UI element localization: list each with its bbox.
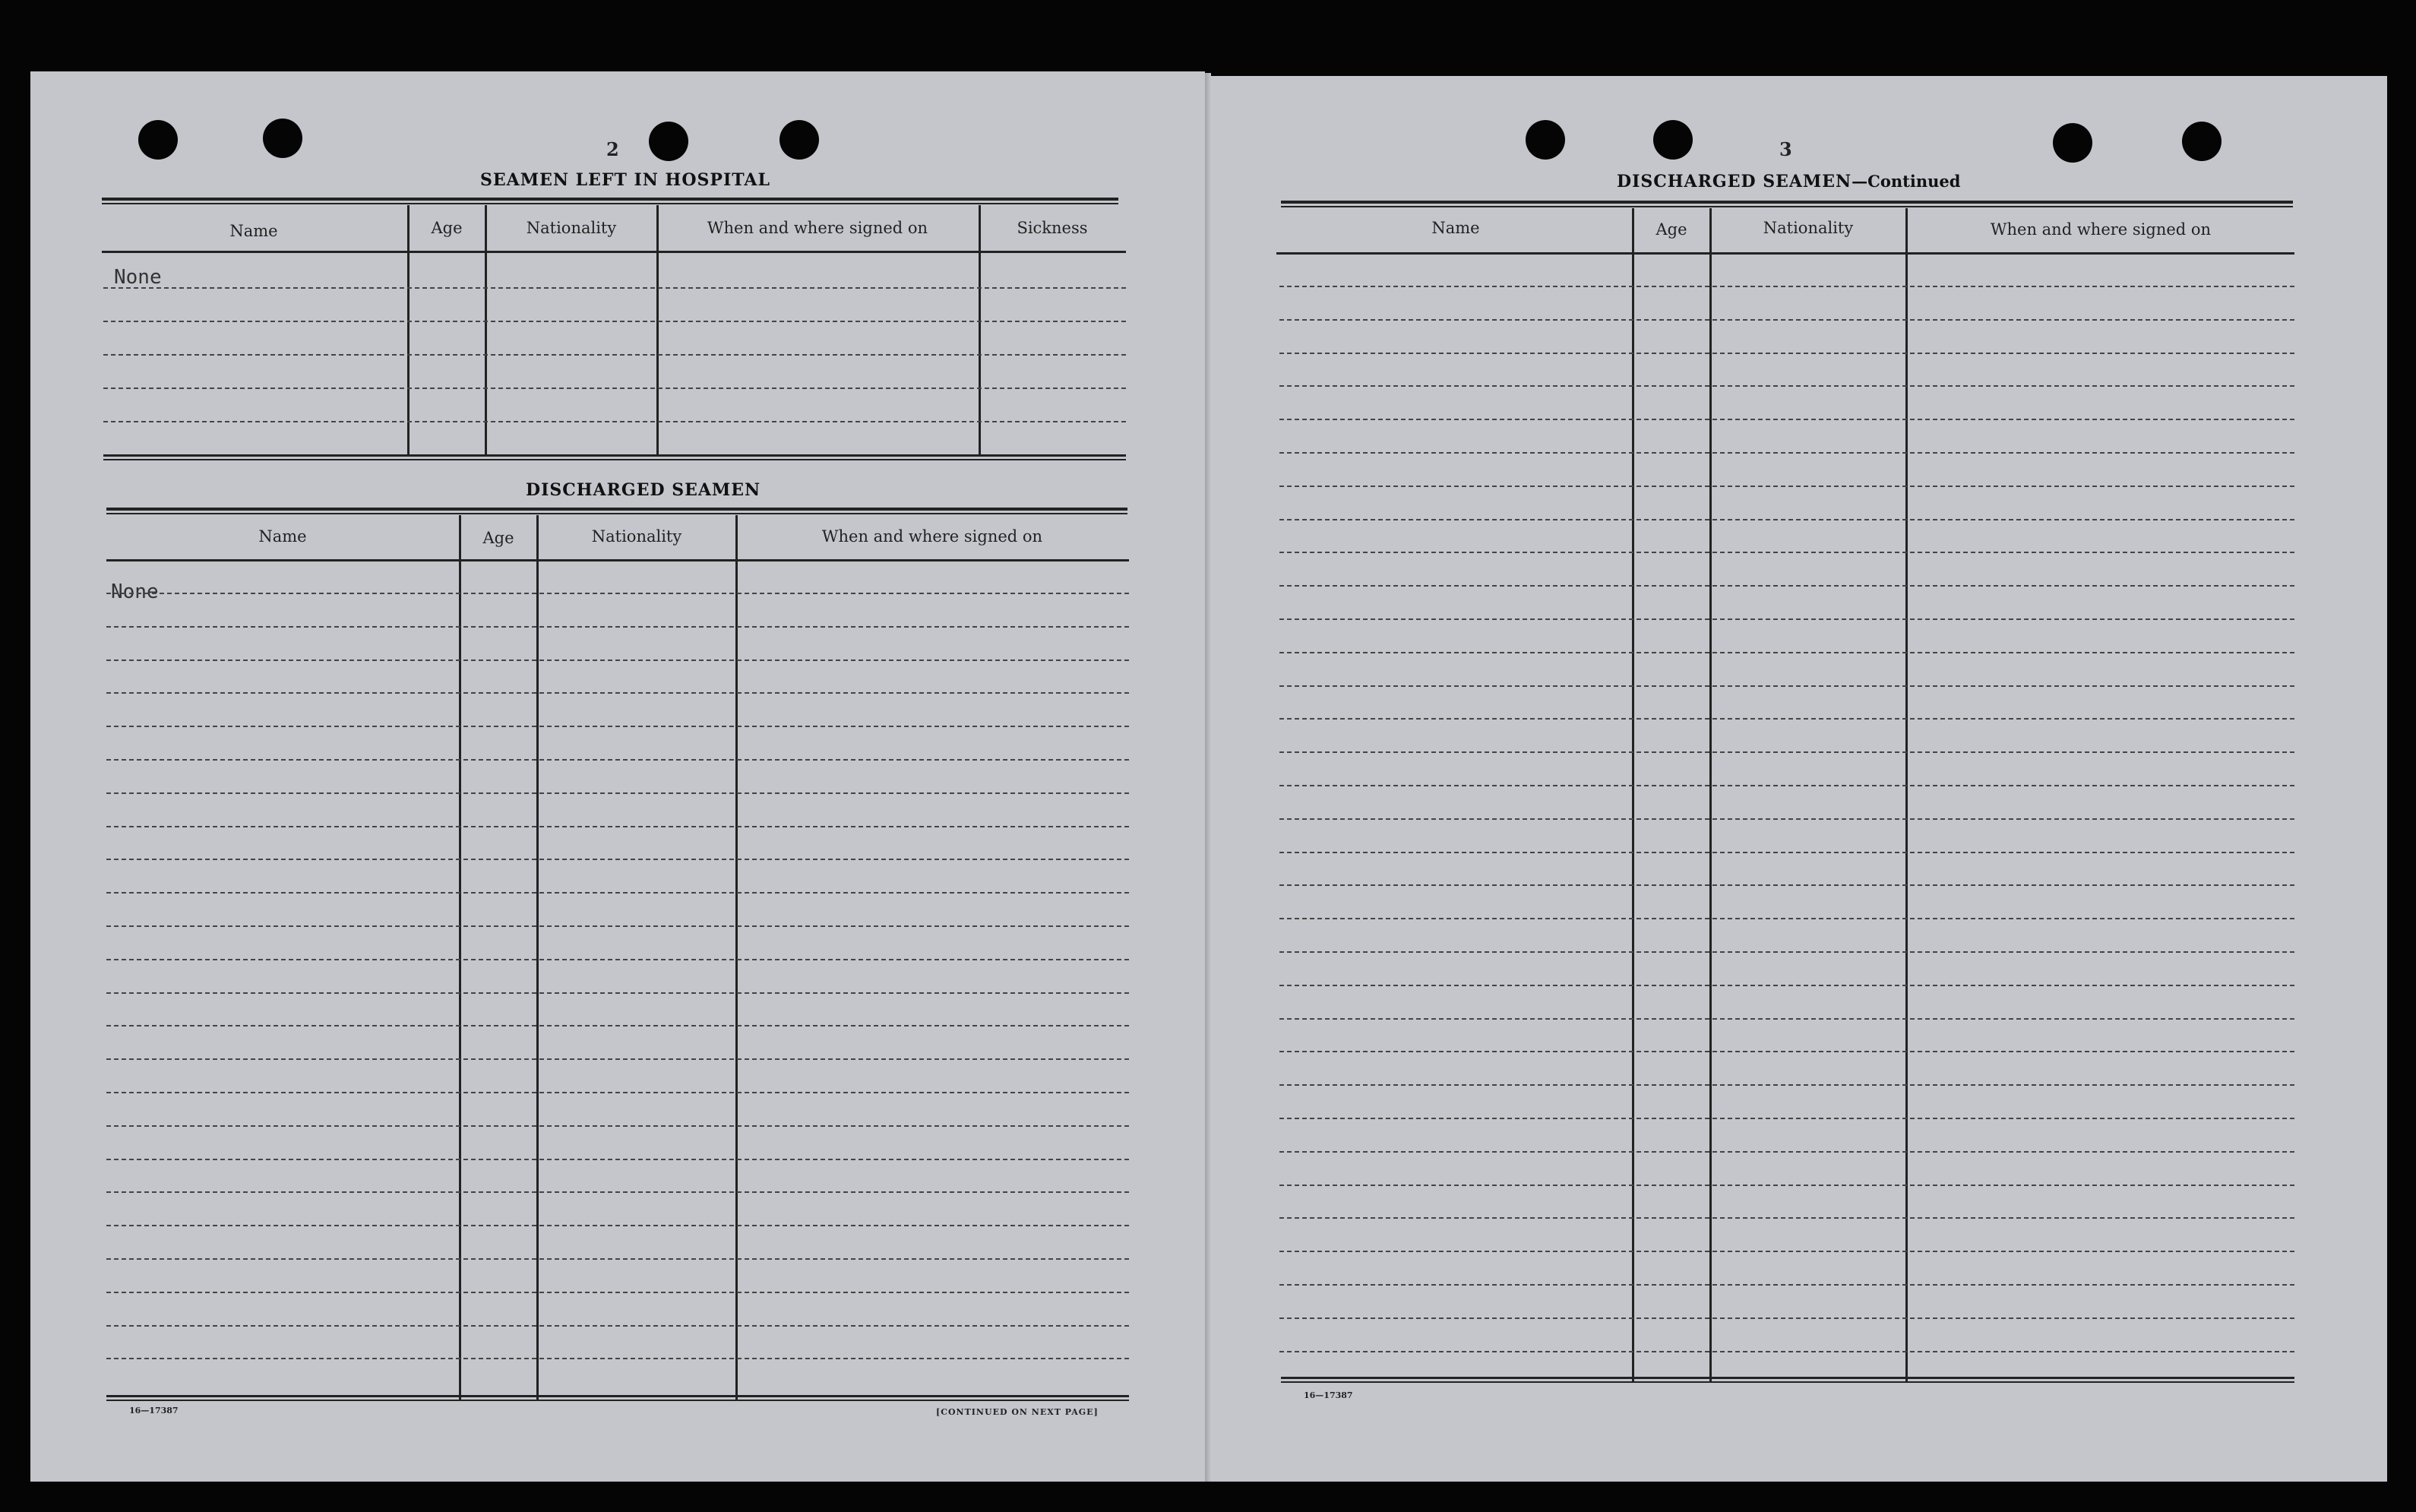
ruled-row-line [106,826,1129,827]
ruled-row-line [106,1358,1129,1359]
ruled-row-line [106,1325,1129,1327]
ruled-row-line [1279,519,2294,520]
ruled-row-line [1279,1151,2294,1153]
table-bottom-rule [1281,1381,2294,1383]
ruled-row-line [106,1191,1129,1193]
table-bottom-rule [1281,1377,2294,1379]
column-divider [735,515,738,1400]
section-title-suffix: —Continued [1852,172,1961,191]
page-fold [1205,73,1211,1482]
table-bottom-rule [103,459,1126,460]
table-top-rule [102,203,1118,204]
punch-hole [649,122,688,161]
continued-note: [CONTINUED ON NEXT PAGE] [936,1407,1099,1417]
table-top-rule [1281,206,2293,207]
punch-hole [138,120,178,160]
ruled-row-line [1279,1317,2294,1319]
column-header-name: Name [258,527,307,546]
ruled-row-line [1279,1018,2294,1020]
ruled-row-line [106,1058,1129,1060]
ruled-row-line [106,925,1129,927]
ruled-row-line [1279,585,2294,587]
ruled-row-line [1279,286,2294,287]
ruled-row-line [103,287,1126,289]
ruled-row-line [1279,419,2294,420]
ruled-row-line [103,321,1126,322]
column-divider [407,205,410,456]
hospital-section-title: SEAMEN LEFT IN HOSPITAL [480,170,770,190]
table-bottom-rule [106,1400,1129,1401]
column-divider [536,515,539,1400]
ruled-row-line [1279,852,2294,853]
section-title-text: DISCHARGED SEAMEN [1617,172,1852,191]
page-number: 3 [1779,138,1792,160]
form-number: 16—17387 [129,1406,179,1416]
ruled-row-line [1279,951,2294,953]
punch-hole [2182,122,2222,161]
table-top-rule [1281,201,2293,204]
ruled-row-line [1279,652,2294,653]
ruled-row-line [103,354,1126,356]
ruled-row-line [1279,385,2294,387]
column-divider [1632,208,1634,1383]
header-rule [102,251,1126,253]
left-page [30,71,1205,1482]
column-header-nationality: Nationality [591,527,682,546]
ruled-row-line [1279,685,2294,687]
column-divider [656,205,659,456]
ruled-row-line [1279,452,2294,454]
column-divider [979,205,981,456]
ruled-row-line [1279,1084,2294,1086]
ruled-row-line [106,692,1129,694]
ruled-row-line [103,421,1126,422]
ruled-row-line [1279,1251,2294,1252]
ruled-row-line [1279,618,2294,620]
ruled-row-line [106,892,1129,894]
ruled-row-line [1279,884,2294,886]
header-rule [1276,252,2294,255]
column-divider [485,205,487,456]
column-header-signed-on: When and where signed on [821,527,1043,546]
ruled-row-line [1279,319,2294,321]
ruled-row-line [106,1125,1129,1127]
ruled-row-line [106,859,1129,860]
column-header-sickness: Sickness [1017,219,1088,237]
ruled-row-line [106,1025,1129,1026]
ruled-row-line [103,387,1126,389]
header-rule [106,559,1129,561]
ruled-row-line [1279,552,2294,553]
column-header-nationality: Nationality [1763,219,1854,237]
ruled-row-line [1279,751,2294,753]
form-number: 16—17387 [1304,1390,1353,1400]
ruled-row-line [106,726,1129,727]
ruled-row-line [1279,353,2294,354]
ruled-row-line [1279,818,2294,820]
ruled-row-line [106,593,1129,594]
page-number: 2 [606,138,619,160]
discharged-entry: None [111,580,159,603]
ruled-row-line [1279,1217,2294,1219]
ruled-row-line [106,992,1129,994]
table-bottom-rule [106,1395,1129,1397]
ruled-row-line [106,660,1129,661]
ruled-row-line [1279,1351,2294,1352]
punch-hole [1526,120,1565,160]
ruled-row-line [106,1225,1129,1226]
discharged-section-title: DISCHARGED SEAMEN [526,480,761,500]
ruled-row-line [106,1292,1129,1293]
ruled-row-line [1279,918,2294,919]
ruled-row-line [106,626,1129,628]
punch-hole [263,119,302,158]
hospital-entry: None [114,266,162,289]
column-header-name: Name [1431,219,1480,237]
column-header-age: Age [1655,220,1687,239]
punch-hole [780,120,819,160]
column-divider [459,515,461,1400]
column-header-nationality: Nationality [526,219,617,237]
ruled-row-line [106,1092,1129,1093]
column-header-signed-on: When and where signed on [707,219,928,237]
ruled-row-line [106,1258,1129,1260]
table-top-rule [102,198,1118,201]
ruled-row-line [1279,1051,2294,1052]
ruled-row-line [106,1159,1129,1160]
column-header-age: Age [431,219,463,237]
ruled-row-line [106,959,1129,960]
table-top-rule [106,508,1127,511]
ruled-row-line [1279,785,2294,786]
column-divider [1905,208,1908,1383]
ruled-row-line [1279,486,2294,487]
column-divider [1709,208,1712,1383]
table-top-rule [106,513,1127,514]
column-header-name: Name [229,222,278,240]
ruled-row-line [1279,718,2294,720]
ruled-row-line [1279,1118,2294,1119]
column-header-signed-on: When and where signed on [1990,220,2212,239]
ruled-row-line [1279,985,2294,986]
ruled-row-line [106,759,1129,761]
punch-hole [2053,123,2092,163]
column-header-age: Age [482,529,514,547]
ruled-row-line [1279,1284,2294,1286]
ruled-row-line [106,792,1129,794]
discharged-continued-title [1617,172,1960,191]
punch-hole [1653,120,1693,160]
ruled-row-line [1279,1185,2294,1186]
table-bottom-rule [103,454,1126,457]
